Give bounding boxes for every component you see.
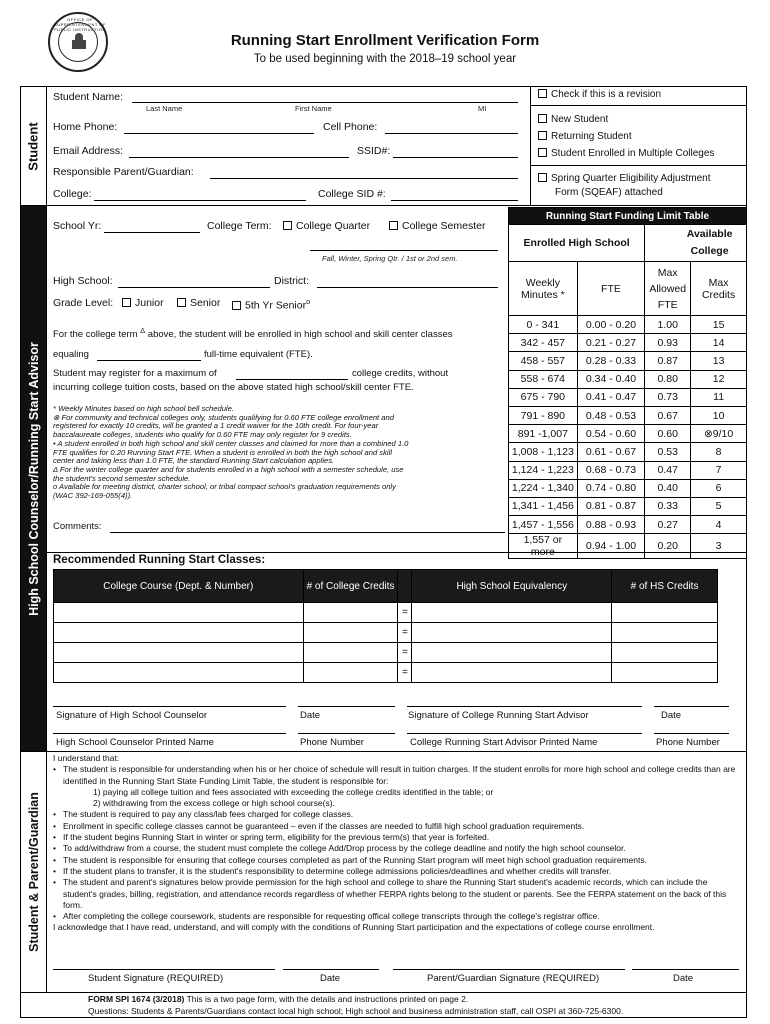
college-quarter-checkbox-box[interactable] xyxy=(283,221,292,230)
funding-cell-credits: 7 xyxy=(691,461,747,479)
credits-cell[interactable] xyxy=(303,663,398,683)
college-semester-checkbox-box[interactable] xyxy=(389,221,398,230)
footnote-line: (WAC 392-169-055(4)). xyxy=(53,491,133,501)
date2-label: Date xyxy=(661,710,682,721)
footnotes xyxy=(53,405,503,501)
course-cell[interactable] xyxy=(54,643,304,663)
grade-level-label: Grade Level: xyxy=(53,297,114,309)
college-field[interactable] xyxy=(94,200,306,201)
funding-cell-fte: 0.48 - 0.53 xyxy=(577,406,645,424)
ack-closing: I acknowledge that I have read, understand, and will comply with the conditions of Running Start participation and the expectations of college course enrollment. xyxy=(53,922,655,933)
seal-text: OFFICE OF SUPERINTENDENT OF PUBLIC INSTRUCTION xyxy=(54,17,106,32)
funding-row xyxy=(509,443,747,461)
funding-row xyxy=(509,534,747,559)
ack-item: • If the student plans to transfer, it is the student's responsibility to determine college admissions policies/deadlines and whether credits will transfer. xyxy=(53,866,743,877)
equiv-cell[interactable] xyxy=(412,643,612,663)
parent-sig-line[interactable] xyxy=(393,969,625,970)
funding-cell-minutes: 342 - 457 xyxy=(509,334,578,352)
hs-credits-col-header: # of HS Credits xyxy=(612,570,718,603)
funding-cell-credits: 5 xyxy=(691,497,747,515)
funding-row xyxy=(509,334,747,352)
college-label: College: xyxy=(53,188,92,200)
funding-cell-credits: 11 xyxy=(691,388,747,406)
course-col-header: College Course (Dept. & Number) xyxy=(54,570,304,603)
footnote-line: * Weekly Minutes based on high school bell schedule. xyxy=(53,404,234,413)
hs-counselor-name-label: High School Counselor Printed Name xyxy=(56,737,214,748)
ack-intro: I understand that: xyxy=(53,753,120,763)
phone1-label: Phone Number xyxy=(300,737,364,748)
fifth-yr-checkbox-box[interactable] xyxy=(232,301,241,310)
school-yr-field[interactable] xyxy=(104,232,200,233)
hs-credits-cell[interactable] xyxy=(612,603,718,623)
comments-label: Comments: xyxy=(53,521,102,532)
funding-row xyxy=(509,516,747,534)
equiv-cell[interactable] xyxy=(412,663,612,683)
funding-cell-credits: 14 xyxy=(691,334,747,352)
ack-item: • If the student begins Running Start in winter or spring term, eligibility for the previous term(s) that year is forfeited. xyxy=(53,832,743,843)
equiv-cell[interactable] xyxy=(412,623,612,643)
funding-cell-fte: 0.00 - 0.20 xyxy=(577,316,645,334)
footnote-line: center and taking less than 1.0 FTE, the standard Running Start calculation applies. xyxy=(53,456,335,466)
funding-cell-fte: 0.61 - 0.67 xyxy=(577,443,645,461)
funding-cell-credits: 13 xyxy=(691,352,747,370)
funding-cell-minutes: 458 - 557 xyxy=(509,352,578,370)
college-sid-field[interactable] xyxy=(391,200,518,201)
funding-cell-fte: 0.68 - 0.73 xyxy=(577,461,645,479)
funding-cell-minutes: 1,008 - 1,123 xyxy=(509,443,578,461)
funding-cell-credits: 12 xyxy=(691,370,747,388)
register-text: Student may register for a maximum of xyxy=(53,368,217,379)
ack-sub-item: 1) paying all college tuition and fees associated with exceeding the college credits identified in the table; or xyxy=(93,786,494,797)
available-college-header: Available College xyxy=(645,225,747,262)
footnote-line: baccalaureate colleges, students who qualify for 0.60 FTE may only register for 9 credits. xyxy=(53,430,352,440)
cell-phone-field[interactable] xyxy=(385,133,518,134)
funding-cell-credits: 15 xyxy=(691,316,747,334)
revision-checkbox-box[interactable] xyxy=(538,89,547,98)
funding-cell-allowed: 0.60 xyxy=(645,425,691,443)
ack-date2-label: Date xyxy=(673,973,694,984)
ack-date1-line[interactable] xyxy=(283,969,379,970)
parent-sig-label: Parent/Guardian Signature (REQUIRED) xyxy=(427,973,600,984)
ack-date1-label: Date xyxy=(320,973,341,984)
course-cell[interactable] xyxy=(54,603,304,623)
revision-checkbox[interactable]: Check if this is a revision xyxy=(538,89,661,100)
max-allowed-fte-header: Max Allowed FTE xyxy=(645,262,691,316)
returning-student-checkbox-box[interactable] xyxy=(538,131,547,140)
max-credits-header: Max Credits xyxy=(691,262,747,316)
footnote-line: registered for exactly 10 credits, will be granted a 1 credit waiver for the 10th credit. For four-year xyxy=(53,421,379,431)
funding-cell-credits: 6 xyxy=(691,479,747,497)
equiv-cell[interactable] xyxy=(412,603,612,623)
ack-item: • The student is required to pay any class/lab fees charged for college classes. xyxy=(53,809,743,820)
multiple-colleges-checkbox-box[interactable] xyxy=(538,148,547,157)
funding-cell-credits: ⊗9/10 xyxy=(691,425,747,443)
high-school-field[interactable] xyxy=(118,287,270,288)
funding-cell-minutes: 0 - 341 xyxy=(509,316,578,334)
email-field[interactable] xyxy=(129,157,349,158)
mi-hint: MI xyxy=(478,104,487,113)
district-field[interactable] xyxy=(317,287,498,288)
funding-cell-allowed: 0.27 xyxy=(645,516,691,534)
funding-cell-fte: 0.54 - 0.60 xyxy=(577,425,645,443)
equals-col-header xyxy=(398,570,412,603)
parent-field[interactable] xyxy=(210,178,518,179)
ack-item: • After completing the college coursework, students are responsible for requesting offical college transcripts through the college's registrar office. xyxy=(53,911,743,922)
funding-row xyxy=(509,406,747,424)
sqeaf-checkbox[interactable]: Spring Quarter Eligibility Adjustment xyxy=(538,173,711,184)
equals-sign: = xyxy=(398,603,412,623)
student-sig-label: Student Signature (REQUIRED) xyxy=(88,973,224,984)
senior-checkbox-box[interactable] xyxy=(177,298,186,307)
footnote-line: o Available for meeting district, charter school, or tribal compact school's graduation requirements only xyxy=(53,482,396,492)
last-name-hint: Last Name xyxy=(146,104,183,113)
funding-cell-allowed: 0.40 xyxy=(645,479,691,497)
district-label: District: xyxy=(274,275,309,287)
college-advisor-sig-label: Signature of College Running Start Advisor xyxy=(408,710,589,721)
high-school-label: High School: xyxy=(53,275,113,287)
hs-counselor-sig-line[interactable] xyxy=(53,706,286,707)
date2-line[interactable] xyxy=(654,706,729,707)
credits-cell[interactable] xyxy=(303,603,398,623)
course-cell[interactable] xyxy=(54,663,304,683)
funding-cell-allowed: 0.87 xyxy=(645,352,691,370)
funding-cell-fte: 0.41 - 0.47 xyxy=(577,388,645,406)
funding-cell-minutes: 891 -1,007 xyxy=(509,425,578,443)
funding-cell-allowed: 0.20 xyxy=(645,534,691,559)
fte-text: full-time equivalent (FTE). xyxy=(204,349,313,360)
fifth-yr-checkbox[interactable]: 5th Yr Senior$^o$ xyxy=(232,297,310,312)
funding-row xyxy=(509,352,747,370)
funding-row xyxy=(509,316,747,334)
footer-form-line: FORM SPI 1674 (3/2018) This is a two page form, with the details and instructions printed on page 2. xyxy=(88,994,469,1004)
footer-questions: Questions: Students & Parents/Guardians contact local high school; High school and business administration staff, call OSPI at 360-725-6300. xyxy=(88,1006,624,1016)
ack-item: • The student is responsible for understanding when his or her choice of schedule will result in tuition charges. If the student enrolls for more high school and college credits than are identified in the Running Start State Funding Limit Table, the student is responsible for: xyxy=(53,764,743,787)
funding-cell-allowed: 0.33 xyxy=(645,497,691,515)
funding-row xyxy=(509,497,747,515)
counselor-side-label: High School Counselor/Running Start Advisor xyxy=(21,206,46,751)
funding-cell-fte: 0.34 - 0.40 xyxy=(577,370,645,388)
student-name-field[interactable] xyxy=(132,102,518,103)
sqeaf-checkbox-box[interactable] xyxy=(538,173,547,182)
funding-cell-fte: 0.21 - 0.27 xyxy=(577,334,645,352)
junior-checkbox-box[interactable] xyxy=(122,298,131,307)
funding-cell-credits: 4 xyxy=(691,516,747,534)
college-sid-label: College SID #: xyxy=(318,188,386,200)
term-statement: For the college term $^\Delta$ above, the student will be enrolled in high school and skill center classes xyxy=(53,326,453,341)
funding-cell-credits: 3 xyxy=(691,534,747,559)
funding-row xyxy=(509,425,747,443)
tuition-text: incurring college tuition costs, based on the above stated high school/skill center FTE. xyxy=(53,382,414,393)
footnote-line: FTE qualifies for 0.20 Running Start FTE. When a student is enrolled in both the high school and skill xyxy=(53,447,392,457)
ack-item: • Enrollment in specific college classes cannot be guaranteed – even if the classes are needed to fulfill high school graduation requirements. xyxy=(53,821,743,832)
form-subtitle: To be used beginning with the 2018–19 school year xyxy=(253,53,517,65)
funding-cell-allowed: 1.00 xyxy=(645,316,691,334)
phone1-line[interactable] xyxy=(298,733,395,734)
enrolled-hs-header: Enrolled High School xyxy=(509,225,645,262)
form-title: Running Start Enrollment Verification Form xyxy=(230,32,540,49)
hs-credits-cell[interactable] xyxy=(612,663,718,683)
funding-cell-credits: 10 xyxy=(691,406,747,424)
college-quarter-checkbox[interactable]: College Quarter xyxy=(283,220,370,232)
funding-row xyxy=(509,388,747,406)
multiple-colleges-checkbox[interactable]: Student Enrolled in Multiple Colleges xyxy=(538,148,714,159)
weekly-minutes-header: Weekly Minutes * xyxy=(509,262,578,316)
funding-cell-minutes: 1,224 - 1,340 xyxy=(509,479,578,497)
equals-sign: = xyxy=(398,663,412,683)
hs-counselor-sig-label: Signature of High School Counselor xyxy=(56,710,208,721)
student-side-label: Student xyxy=(21,87,46,205)
student-sig-line[interactable] xyxy=(53,969,275,970)
home-phone-label: Home Phone: xyxy=(53,121,118,133)
funding-cell-minutes: 791 - 890 xyxy=(509,406,578,424)
hs-credits-cell[interactable] xyxy=(612,643,718,663)
funding-cell-allowed: 0.93 xyxy=(645,334,691,352)
parent-label: Responsible Parent/Guardian: xyxy=(53,166,194,178)
cell-phone-label: Cell Phone: xyxy=(323,121,378,133)
senior-checkbox[interactable]: Senior xyxy=(177,297,220,309)
funding-table-title: Running Start Funding Limit Table xyxy=(509,208,747,225)
date1-line[interactable] xyxy=(298,706,395,707)
ssid-label: SSID#: xyxy=(357,145,391,157)
equals-sign: = xyxy=(398,623,412,643)
term-field[interactable] xyxy=(310,250,498,251)
funding-row xyxy=(509,479,747,497)
credits-cell[interactable] xyxy=(303,643,398,663)
college-credits-col-header: # of College Credits xyxy=(303,570,398,603)
home-phone-field[interactable] xyxy=(124,133,314,134)
returning-student-checkbox[interactable]: Returning Student xyxy=(538,131,632,142)
ack-item: • The student and parent's signatures below provide permission for the high school and college to share the Running Start student's academic records, which can include the student's grades, billing, registration, and attendance records regardless of whether FERPA rights belong to the student or parents. See the FERPA statement on the back of this form. xyxy=(53,877,743,911)
footnote-line: Δ For the winter college quarter and for students enrolled in a high school with a semester schedule, use xyxy=(53,464,404,474)
funding-cell-fte: 0.94 - 1.00 xyxy=(577,534,645,559)
footnote-line: the student's second semester schedule. xyxy=(53,473,191,483)
college-term-label: College Term: xyxy=(207,220,272,232)
phone2-line[interactable] xyxy=(654,733,729,734)
funding-row xyxy=(509,461,747,479)
student-name-label: Student Name: xyxy=(53,91,124,103)
college-credits-text: college credits, without xyxy=(352,368,449,379)
max-credits-field[interactable] xyxy=(236,379,348,380)
funding-cell-allowed: 0.80 xyxy=(645,370,691,388)
funding-cell-minutes: 558 - 674 xyxy=(509,370,578,388)
funding-row xyxy=(509,370,747,388)
fte-header: FTE xyxy=(577,262,645,316)
ssid-field[interactable] xyxy=(393,157,518,158)
funding-cell-allowed: 0.67 xyxy=(645,406,691,424)
funding-cell-allowed: 0.53 xyxy=(645,443,691,461)
term-hint: Fall, Winter, Spring Qtr. / 1st or 2nd sem. xyxy=(322,254,458,263)
college-advisor-name-line[interactable] xyxy=(407,733,642,734)
ack-item: • The student is responsible for ensuring that college courses completed as part of the Running Start program will meet high school graduation requirements. xyxy=(53,855,743,866)
first-name-hint: First Name xyxy=(295,104,332,113)
phone2-label: Phone Number xyxy=(656,737,720,748)
new-student-checkbox-box[interactable] xyxy=(538,114,547,123)
funding-cell-fte: 0.28 - 0.33 xyxy=(577,352,645,370)
course-cell[interactable] xyxy=(54,623,304,643)
funding-cell-fte: 0.74 - 0.80 xyxy=(577,479,645,497)
funding-cell-minutes: 1,557 or more xyxy=(509,534,578,559)
sqeaf-line2: Form (SQEAF) attached xyxy=(555,187,663,198)
college-advisor-name-label: College Running Start Advisor Printed Name xyxy=(410,737,598,748)
new-student-checkbox[interactable]: New Student xyxy=(538,114,608,125)
college-semester-checkbox[interactable]: College Semester xyxy=(389,220,485,232)
ack-date2-line[interactable] xyxy=(632,969,739,970)
funding-cell-allowed: 0.47 xyxy=(645,461,691,479)
hs-counselor-name-line[interactable] xyxy=(53,733,286,734)
acknowledgement-text xyxy=(53,753,743,934)
recommended-title: Recommended Running Start Classes: xyxy=(53,554,266,566)
funding-cell-credits: 8 xyxy=(691,443,747,461)
ack-sub-item: 2) withdrawing from the excess college or high school course(s). xyxy=(93,798,335,809)
email-label: Email Address: xyxy=(53,145,124,157)
funding-cell-minutes: 1,457 - 1,556 xyxy=(509,516,578,534)
funding-cell-minutes: 1,124 - 1,223 xyxy=(509,461,578,479)
credits-cell[interactable] xyxy=(303,623,398,643)
footnote-line: • A student enrolled in both high school and skill center classes and claimed for more than a combined 1.0 xyxy=(53,438,409,448)
ack-item: • To add/withdraw from a course, the student must complete the college Add/Drop process by the college deadline and notify the high school counselor. xyxy=(53,843,743,854)
funding-cell-fte: 0.81 - 0.87 xyxy=(577,497,645,515)
recommended-classes-table xyxy=(53,569,718,683)
funding-cell-allowed: 0.73 xyxy=(645,388,691,406)
funding-cell-minutes: 1,341 - 1,456 xyxy=(509,497,578,515)
hs-credits-cell[interactable] xyxy=(612,623,718,643)
fte-field[interactable] xyxy=(97,360,201,361)
funding-limit-table xyxy=(508,207,747,559)
funding-cell-minutes: 675 - 790 xyxy=(509,388,578,406)
footnote-line: ⊗ For community and technical colleges only, students qualifying for 0.60 FTE college enrollment and xyxy=(53,412,394,422)
school-yr-label: School Yr: xyxy=(53,220,102,232)
equiv-col-header: High School Equivalency xyxy=(412,570,612,603)
funding-cell-fte: 0.88 - 0.93 xyxy=(577,516,645,534)
college-advisor-sig-line[interactable] xyxy=(407,706,642,707)
junior-checkbox[interactable]: Junior xyxy=(122,297,164,309)
comments-field[interactable] xyxy=(110,532,505,533)
date1-label: Date xyxy=(300,710,321,721)
equals-sign: = xyxy=(398,643,412,663)
student-parent-side-label: Student & Parent/Guardian xyxy=(21,752,46,992)
equaling-label: equaling xyxy=(53,349,89,360)
